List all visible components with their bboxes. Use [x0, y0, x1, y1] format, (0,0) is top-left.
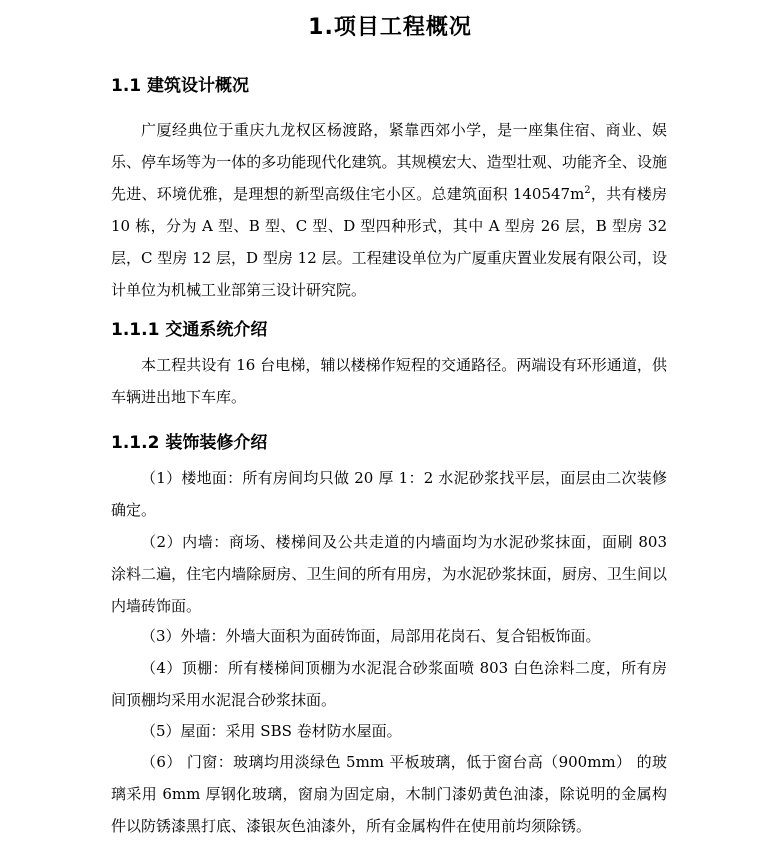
superscript-2: 2 [584, 185, 591, 196]
section-1-1-paragraph [111, 114, 667, 306]
section-heading-1-1-2: 1.1.2 装饰装修介绍 [111, 433, 268, 453]
paragraph-text-b: ，共有楼房 10 栋，分为 A 型、B 型、C 型、D 型四种形式，其中 A 型房 26 层，B 型房 32 层，C 型房 12 层，D 型房 12 层。工程建设单位为广厦重庆置业发展有限公司，设计单位为机械工业部第三设计研究院。 [111, 185, 667, 299]
section-heading-1-1-1: 1.1.1 交通系统介绍 [111, 320, 268, 340]
decoration-item-6: （6） 门窗：玻璃均用淡绿色 5mm 平板玻璃，低于窗台高（900mm） 的玻璃采用 6mm 厚钢化玻璃，窗扇为固定扇，木制门漆奶黄色油漆，除说明的金属构件以防锈漆黑打底、漆银灰色油漆外，所有金属构件在使用前均须除锈。 [111, 753, 667, 835]
decoration-item-2: （2）内墙：商场、楼梯间及公共走道的内墙面均为水泥砂浆抹面，面刷 803 涂料二遍，住宅内墙除厨房、卫生间的所有用房，为水泥砂浆抹面，厨房、卫生间以内墙砖饰面。 [111, 533, 667, 615]
section-heading-1-1: 1.1 建筑设计概况 [111, 76, 250, 96]
decoration-item-5: （5）屋面：采用 SBS 卷材防水屋面。 [141, 722, 402, 740]
decoration-item-4: （4）顶棚：所有楼梯间顶棚为水泥混合砂浆面喷 803 白色涂料二度，所有房间顶棚均采用水泥混合砂浆抹面。 [111, 659, 667, 709]
paragraph-text-a: 广厦经典位于重庆九龙权区杨渡路，紧靠西郊小学，是一座集住宿、商业、娱乐、停车场等为一体的多功能现代化建筑。其规模宏大、造型壮观、功能齐全、设施先进、环境优雅，是理想的新型高级住宅小区。总建筑面积 140547m [111, 121, 667, 203]
decoration-item-1: （1）楼地面：所有房间均只做 20 厚 1：2 水泥砂浆找平层，面层由二次装修确定。 [111, 469, 667, 519]
page-title: 1.项目工程概况 [308, 15, 472, 40]
section-1-1-1-paragraph: 本工程共设有 16 台电梯，辅以楼梯作短程的交通路径。两端设有环形通道，供车辆进出地下车库。 [111, 356, 667, 406]
decoration-item-3: （3）外墙：外墙大面积为面砖饰面，局部用花岗石、复合铝板饰面。 [141, 627, 601, 645]
